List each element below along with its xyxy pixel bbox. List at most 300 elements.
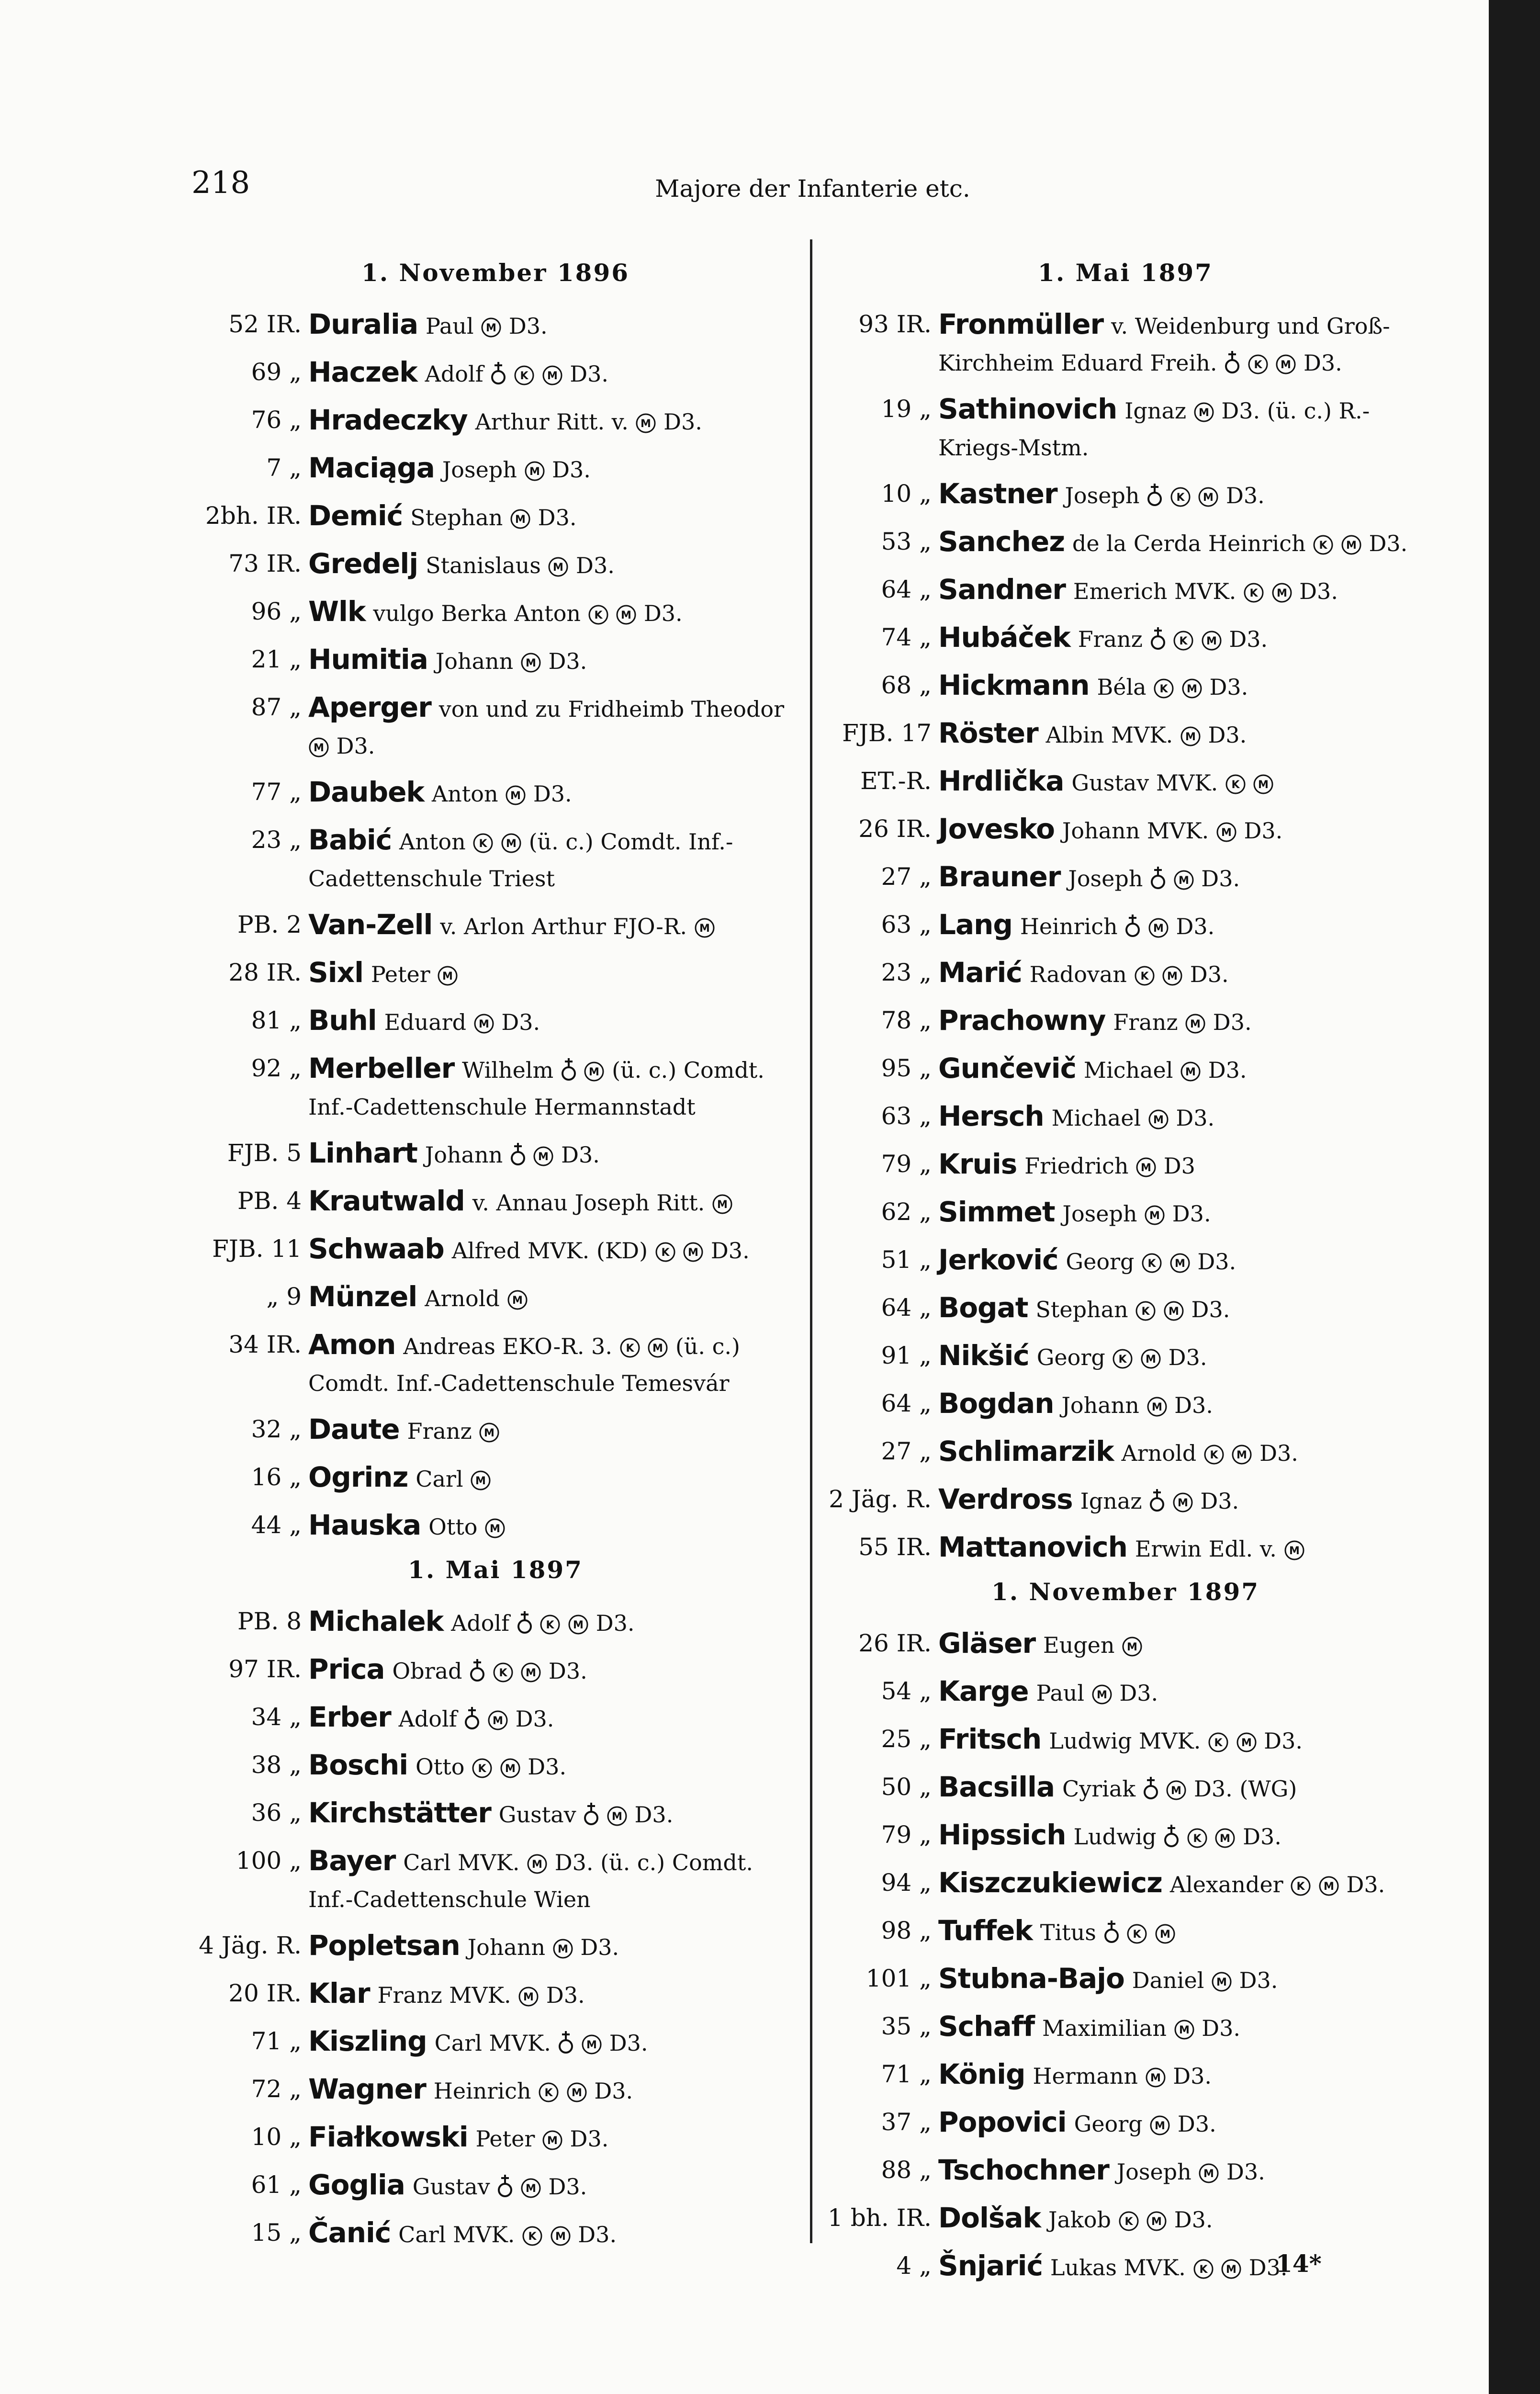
svg-text:M: M	[586, 2039, 597, 2051]
svg-text:M: M	[1276, 587, 1287, 599]
regiment-label: FJB. 11	[212, 1235, 302, 1263]
officer-entry	[187, 1459, 804, 1497]
merit-medal-icon	[1275, 354, 1296, 375]
entry-body	[938, 1481, 1434, 1519]
officer-details: Daniel M D3.	[1132, 1967, 1278, 1993]
war-medal-icon	[1126, 1923, 1147, 1944]
officer-entry	[187, 1842, 804, 1918]
officer-surname: Maciąga	[308, 452, 435, 484]
svg-text:M: M	[505, 1763, 516, 1775]
entry-body	[308, 497, 804, 536]
regiment-label: 2bh. IR.	[205, 502, 302, 530]
officer-details: Franz K M D3.	[1078, 626, 1268, 652]
regiment-label: 64 „	[881, 576, 932, 603]
officer-surname: Bayer	[308, 1844, 396, 1877]
merit-medal-icon	[1174, 2019, 1195, 2040]
regiment-label: 52 IR.	[228, 310, 302, 338]
war-medal-icon	[493, 1662, 514, 1683]
svg-text:M: M	[523, 1991, 534, 2003]
merit-medal-icon	[481, 317, 502, 338]
officer-details: Albin MVK. M D3.	[1045, 722, 1247, 748]
war-medal-icon	[1112, 1348, 1133, 1369]
regiment-label: 23 „	[251, 826, 302, 854]
svg-text:M: M	[1150, 2072, 1161, 2084]
regiment-label: 72 „	[251, 2075, 302, 2103]
officer-details: Adolf M D3.	[398, 1706, 554, 1732]
svg-text:M: M	[1323, 1881, 1334, 1893]
officer-surname: Röster	[938, 717, 1038, 749]
regiment-label: 25 „	[881, 1725, 932, 1753]
officer-entry	[187, 1975, 804, 2013]
officer-surname: Fritsch	[938, 1723, 1042, 1755]
officer-surname: Sanchez	[938, 525, 1065, 558]
svg-text:M: M	[1190, 1018, 1201, 1030]
regiment-label: 76 „	[251, 406, 302, 434]
regiment-label: FJB. 5	[227, 1139, 302, 1167]
decoration-cross-icon	[1103, 1920, 1120, 1944]
officer-surname: Schaff	[938, 2010, 1035, 2043]
officer-details: Arnold K M D3.	[1121, 1440, 1298, 1466]
officer-details: Ignaz M D3.	[1080, 1488, 1239, 1514]
officer-entry	[817, 906, 1434, 945]
decoration-cross-icon	[490, 361, 506, 386]
section	[817, 1578, 1434, 2286]
war-medal-icon	[1141, 1253, 1162, 1274]
regiment-label: 1 bh. IR.	[828, 2204, 932, 2232]
svg-text:M: M	[1186, 683, 1197, 695]
regiment-label: 97 IR.	[228, 1655, 302, 1683]
officer-surname: Kiszling	[308, 2025, 427, 2057]
regiment-label: 64 „	[881, 1389, 932, 1417]
officer-details: Heinrich M D3.	[1020, 914, 1215, 939]
officer-entry	[817, 1050, 1434, 1088]
entry-body	[938, 2152, 1434, 2190]
entry-body	[938, 571, 1434, 610]
officer-entry	[817, 571, 1434, 610]
entry-body	[308, 1795, 804, 1833]
svg-text:M: M	[1220, 1833, 1231, 1845]
signature-mark: 14*	[1276, 2249, 1322, 2278]
regiment-label: 4 Jäg. R.	[199, 1931, 302, 1959]
regiment-label: 91 „	[881, 1342, 932, 1369]
svg-text:K: K	[661, 1247, 670, 1259]
svg-text:M: M	[555, 2231, 566, 2243]
svg-text:K: K	[1210, 1449, 1218, 1461]
svg-text:K: K	[479, 838, 487, 850]
merit-medal-icon	[507, 1289, 528, 1310]
svg-text:M: M	[717, 1199, 728, 1211]
officer-entry	[187, 906, 804, 945]
svg-text:K: K	[478, 1763, 486, 1775]
officer-entry	[187, 1747, 804, 1785]
entry-body	[938, 1817, 1434, 1855]
officer-surname: Hersch	[938, 1100, 1044, 1132]
regiment-label: 93 IR.	[858, 310, 932, 338]
officer-surname: Van-Zell	[308, 908, 433, 941]
entry-body	[308, 954, 804, 993]
merit-medal-icon	[548, 556, 569, 577]
entry-body	[308, 1002, 804, 1040]
merit-medal-icon	[1181, 678, 1203, 699]
merit-medal-icon	[1122, 1636, 1143, 1657]
svg-text:K: K	[1159, 683, 1168, 695]
entry-body	[308, 822, 804, 897]
officer-entry	[187, 497, 804, 536]
entry-body	[308, 641, 804, 679]
svg-text:M: M	[442, 971, 453, 982]
officer-entry	[817, 1625, 1434, 1663]
regiment-label: 94 „	[881, 1869, 932, 1897]
regiment-label: 74 „	[881, 623, 932, 651]
officer-surname: Stubna-Bajo	[938, 1962, 1124, 1995]
merit-medal-icon	[479, 1422, 500, 1443]
officer-details: Erwin Edl. v. M	[1135, 1536, 1305, 1562]
entry-body	[308, 306, 804, 344]
officer-details: Johann MVK. M D3.	[1062, 818, 1283, 844]
officer-surname: Tschochner	[938, 2154, 1109, 2186]
officer-entry	[187, 774, 804, 812]
merit-medal-icon	[584, 1061, 605, 1082]
officer-details: Hermann M D3.	[1033, 2063, 1212, 2089]
svg-text:M: M	[1206, 635, 1217, 647]
officer-details: Georg K M D3.	[1066, 1249, 1236, 1275]
entry-body	[308, 1975, 804, 2013]
officer-details: Stanislaus M D3.	[426, 553, 615, 578]
merit-medal-icon	[1145, 2067, 1166, 2088]
officer-surname: Bacsilla	[938, 1771, 1055, 1803]
officer-entry	[817, 1481, 1434, 1519]
regiment-label: 98 „	[881, 1917, 932, 1944]
entry-body	[938, 1289, 1434, 1328]
svg-text:M: M	[1151, 2216, 1162, 2228]
officer-surname: Fiałkowski	[308, 2121, 468, 2153]
decoration-cross-icon	[464, 1706, 480, 1731]
officer-surname: Nikšić	[938, 1339, 1029, 1372]
regiment-label: PB. 4	[237, 1187, 302, 1215]
regiment-label: PB. 2	[237, 911, 302, 938]
officer-details: Johann M D3.	[467, 1934, 619, 1960]
svg-text:M: M	[553, 562, 564, 574]
merit-medal-icon	[1216, 822, 1237, 843]
regiment-label: 92 „	[251, 1054, 302, 1082]
officer-surname: Linhart	[308, 1137, 417, 1169]
merit-medal-icon	[1221, 2258, 1242, 2280]
entry-body	[938, 2200, 1434, 2238]
entry-body	[938, 1050, 1434, 1088]
section	[187, 1556, 804, 2253]
regiment-label: 88 „	[881, 2156, 932, 2184]
officer-details: Michael M D3.	[1051, 1105, 1215, 1131]
entry-body	[938, 715, 1434, 753]
officer-entry	[817, 763, 1434, 801]
regiment-label: 10 „	[251, 2123, 302, 2151]
officer-surname: Hradeczky	[308, 404, 468, 436]
entry-body	[308, 1411, 804, 1449]
officer-surname: Duralia	[308, 308, 418, 340]
officer-details: Adolf K M D3.	[425, 361, 609, 387]
merit-medal-icon	[550, 2225, 571, 2247]
regiment-label: 23 „	[881, 959, 932, 986]
officer-surname: Krautwald	[308, 1185, 465, 1217]
war-medal-icon	[1193, 2258, 1214, 2280]
officer-entry	[187, 2023, 804, 2061]
regiment-label: 68 „	[881, 671, 932, 699]
entry-body	[938, 1146, 1434, 1184]
officer-entry	[817, 1529, 1434, 1567]
officer-entry	[817, 1864, 1434, 1903]
entry-body	[308, 689, 804, 764]
decoration-cross-icon	[558, 2030, 574, 2055]
officer-entry	[817, 2247, 1434, 2286]
svg-text:M: M	[641, 418, 652, 430]
officer-details: Franz M D3.	[1113, 1009, 1252, 1035]
officer-surname: Fronmüller	[938, 308, 1104, 340]
war-medal-icon	[522, 2225, 543, 2247]
merit-medal-icon	[520, 2178, 541, 2199]
svg-text:M: M	[1185, 1066, 1196, 1078]
entry-body	[308, 545, 804, 584]
regiment-label: 37 „	[881, 2108, 932, 2136]
svg-text:K: K	[1214, 1737, 1223, 1749]
svg-text:M: M	[525, 2183, 536, 2195]
officer-surname: Schwaab	[308, 1232, 444, 1265]
war-medal-icon	[655, 1242, 676, 1263]
merit-medal-icon	[1341, 534, 1362, 555]
decoration-cross-icon	[1124, 914, 1141, 938]
officer-surname: Lang	[938, 908, 1012, 941]
svg-text:M: M	[1127, 1641, 1138, 1653]
officer-entry	[187, 641, 804, 679]
officer-surname: Aperger	[308, 691, 431, 723]
merit-medal-icon	[1180, 1061, 1201, 1082]
entry-body	[938, 523, 1434, 562]
merit-medal-icon	[1173, 870, 1194, 891]
svg-text:M: M	[478, 1018, 489, 1030]
svg-text:K: K	[1254, 359, 1262, 371]
merit-medal-icon	[487, 1710, 508, 1731]
svg-text:K: K	[1231, 779, 1240, 791]
decoration-cross-icon	[1143, 1776, 1159, 1801]
merit-medal-icon	[1201, 630, 1222, 651]
officer-details: Georg K M D3.	[1036, 1344, 1207, 1370]
section-title: 1. Mai 1897	[408, 1556, 583, 1584]
officer-details: Stephan M D3.	[410, 505, 577, 531]
officer-surname: Kiszczukiewicz	[938, 1866, 1162, 1899]
regiment-label: 87 „	[251, 693, 302, 721]
officer-entry	[187, 450, 804, 488]
officer-details: Maximilian M D3.	[1042, 2015, 1240, 2041]
regiment-label: 35 „	[881, 2012, 932, 2040]
svg-text:M: M	[1258, 779, 1269, 791]
merit-medal-icon	[505, 785, 526, 806]
officer-surname: Daubek	[308, 776, 425, 808]
officer-entry	[187, 1050, 804, 1125]
officer-details: Joseph M D3.	[442, 457, 591, 483]
officer-entry	[817, 2200, 1434, 2238]
entry-body	[308, 1183, 804, 1221]
merit-medal-icon	[694, 917, 715, 938]
officer-details: Otto M	[428, 1514, 506, 1540]
svg-text:M: M	[525, 657, 536, 669]
svg-text:M: M	[699, 923, 710, 935]
svg-text:M: M	[490, 1523, 501, 1535]
officer-surname: Haczek	[308, 356, 417, 388]
svg-text:M: M	[475, 1475, 486, 1487]
entry-body	[938, 1912, 1434, 1951]
officer-entry	[817, 954, 1434, 993]
svg-text:M: M	[506, 838, 517, 850]
officer-surname: Sathinovich	[938, 393, 1117, 425]
regiment-label: 96 „	[251, 598, 302, 625]
officer-entry	[817, 1242, 1434, 1280]
officer-surname: Dolšak	[938, 2202, 1041, 2234]
entry-body	[308, 2119, 804, 2157]
officer-surname: Bogat	[938, 1291, 1028, 1324]
regiment-label: 27 „	[881, 1437, 932, 1465]
svg-text:M: M	[1179, 2024, 1190, 2036]
officer-surname: Hickmann	[938, 669, 1090, 701]
svg-text:K: K	[1179, 635, 1188, 647]
officer-entry	[187, 1278, 804, 1317]
officer-entry	[817, 1769, 1434, 1807]
officer-entry	[817, 2008, 1434, 2046]
officer-entry	[817, 858, 1434, 897]
officer-details: Franz M	[407, 1418, 500, 1444]
decoration-cross-icon	[583, 1802, 599, 1827]
svg-text:M: M	[1096, 1689, 1107, 1701]
running-head: Majore der Infanterie etc.	[655, 175, 970, 203]
officer-details: Alfred MVK. (KD) K M D3.	[451, 1238, 750, 1264]
svg-text:K: K	[1199, 2264, 1208, 2276]
war-medal-icon	[514, 365, 535, 386]
decoration-cross-icon	[517, 1610, 533, 1635]
merit-medal-icon	[500, 1758, 521, 1779]
officer-details: von und zu Fridheimb Theodor M D3.	[308, 696, 784, 759]
officer-entry	[187, 2214, 804, 2253]
officer-entry	[187, 689, 804, 764]
war-medal-icon	[1203, 1444, 1225, 1465]
officer-entry	[817, 2152, 1434, 2190]
merit-medal-icon	[524, 461, 545, 482]
svg-text:M: M	[1155, 2120, 1166, 2132]
officer-surname: Humitia	[308, 643, 428, 676]
entry-body	[308, 1459, 804, 1497]
merit-medal-icon	[712, 1194, 733, 1215]
regiment-label: 20 IR.	[228, 1979, 302, 2007]
regiment-label: PB. 8	[237, 1607, 302, 1635]
entry-body	[938, 858, 1434, 897]
officer-details: Johann M D3.	[425, 1142, 600, 1168]
svg-text:M: M	[1174, 1258, 1185, 1270]
svg-text:M: M	[1167, 971, 1178, 982]
merit-medal-icon	[581, 2034, 602, 2055]
entry-body	[938, 1864, 1434, 1903]
officer-surname: Bogdan	[938, 1387, 1054, 1420]
entry-body	[308, 1507, 804, 1545]
officer-surname: Gunčevič	[938, 1052, 1076, 1084]
svg-text:K: K	[594, 610, 603, 621]
officer-entry	[817, 1289, 1434, 1328]
officer-details: Gustav M D3.	[412, 2174, 587, 2200]
war-medal-icon	[472, 833, 494, 854]
regiment-label: 26 IR.	[858, 1629, 932, 1657]
war-medal-icon	[1313, 534, 1334, 555]
svg-text:M: M	[547, 2135, 558, 2147]
merit-medal-icon	[566, 2082, 587, 2103]
entry-body	[308, 1278, 804, 1317]
entry-body	[308, 1050, 804, 1125]
merit-medal-icon	[484, 1518, 506, 1539]
officer-entry	[817, 811, 1434, 849]
officer-entry	[817, 1385, 1434, 1423]
officer-details: Michael M D3.	[1083, 1057, 1247, 1083]
entry-body	[308, 1927, 804, 1965]
entry-body	[938, 954, 1434, 993]
merit-medal-icon	[1236, 1732, 1257, 1753]
officer-details: Obrad K M D3.	[392, 1658, 587, 1684]
merit-medal-icon	[1146, 2211, 1167, 2232]
svg-text:M: M	[557, 1943, 568, 1955]
officer-details: Lukas MVK. K M D3.	[1050, 2255, 1288, 2281]
regiment-label: 54 „	[881, 1677, 932, 1705]
merit-medal-icon	[1284, 1540, 1305, 1561]
entry-body	[308, 1651, 804, 1689]
svg-text:M: M	[510, 790, 521, 802]
entry-body	[308, 2167, 804, 2205]
svg-text:M: M	[529, 466, 540, 478]
war-medal-icon	[1134, 965, 1155, 986]
officer-surname: Wagner	[308, 2073, 426, 2105]
officer-entry	[817, 1721, 1434, 1759]
war-medal-icon	[1173, 630, 1194, 651]
war-medal-icon	[472, 1758, 493, 1779]
right-column	[817, 259, 1434, 2296]
war-medal-icon	[540, 1614, 561, 1635]
officer-entry	[817, 1817, 1434, 1855]
officer-surname: Kruis	[938, 1148, 1017, 1180]
regiment-label: 15 „	[251, 2219, 302, 2247]
officer-entry	[187, 1002, 804, 1040]
officer-entry	[817, 715, 1434, 753]
officer-surname: Tuffek	[938, 1914, 1033, 1947]
officer-surname: Sixl	[308, 956, 363, 989]
merit-medal-icon	[510, 508, 531, 530]
officer-details: Jakob K M D3.	[1048, 2207, 1213, 2233]
merit-medal-icon	[1169, 1253, 1191, 1274]
war-medal-icon	[588, 604, 609, 625]
merit-medal-icon	[1231, 1444, 1252, 1465]
entry-body	[938, 1960, 1434, 1999]
svg-text:M: M	[589, 1066, 600, 1078]
officer-surname: Kirchstätter	[308, 1796, 491, 1829]
entry-body	[938, 1002, 1434, 1040]
officer-details: Joseph K M D3.	[1065, 483, 1265, 508]
svg-text:M: M	[1203, 2168, 1214, 2180]
officer-entry	[187, 1699, 804, 1737]
svg-text:K: K	[1124, 2216, 1133, 2228]
entry-body	[308, 1326, 804, 1401]
officer-entry	[817, 475, 1434, 514]
entry-body	[308, 1603, 804, 1641]
officer-details: Paul M D3.	[425, 313, 548, 339]
officer-entry	[187, 306, 804, 344]
officer-entry	[187, 1651, 804, 1689]
regiment-label: 34 IR.	[228, 1331, 302, 1358]
merit-medal-icon	[1140, 1348, 1161, 1369]
decoration-cross-icon	[469, 1658, 485, 1683]
section	[817, 259, 1434, 1567]
entry-body	[308, 1747, 804, 1785]
